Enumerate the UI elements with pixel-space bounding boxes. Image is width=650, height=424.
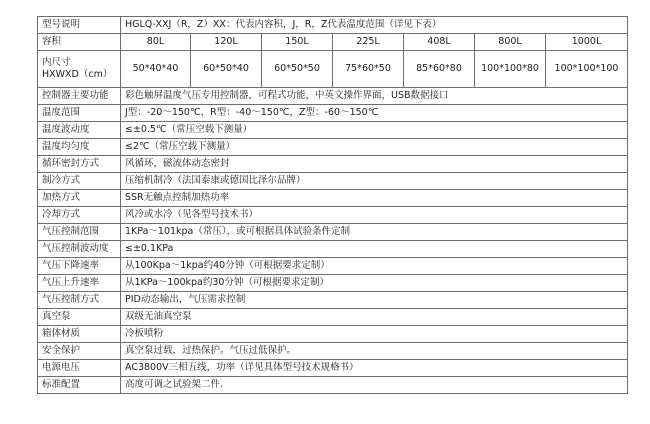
- volume-cell: 120L: [191, 34, 262, 51]
- row-circulation: [38, 156, 628, 173]
- row-value: PID动态输出，气压需求控制: [121, 292, 628, 309]
- row-label: 标准配置: [38, 377, 121, 394]
- row-power: [38, 360, 628, 377]
- row-label: 冷却方式: [38, 207, 121, 224]
- dimensions-label-line1: 内尺寸: [42, 57, 71, 68]
- dimension-cell: 100*100*100: [546, 51, 628, 88]
- row-label: 真空泵: [38, 309, 121, 326]
- dimension-cell: 85*60*80: [404, 51, 475, 88]
- row-value: 真空泵过载，过热保护。气压过低保护。: [121, 343, 628, 360]
- row-pressure-up: [38, 275, 628, 292]
- dimensions-label-line2: HXWXD（cm）: [42, 69, 113, 80]
- row-temp-uniform: [38, 139, 628, 156]
- row-heating: [38, 190, 628, 207]
- volume-cell: 225L: [333, 34, 404, 51]
- row-value: ≤2℃（常压空载下测量）: [121, 139, 628, 156]
- row-label: 气压上升速率: [38, 275, 121, 292]
- row-label: 容积: [38, 34, 121, 51]
- row-refrigeration: [38, 173, 628, 190]
- row-volume: [38, 34, 628, 51]
- row-temp-range: [38, 105, 628, 122]
- dimension-cell: 100*100*80: [475, 51, 546, 88]
- row-label: 气压控制波动度: [38, 241, 121, 258]
- row-value: 从100Kpa～1kpa约40分钟（可根据要求定制）: [121, 258, 628, 275]
- row-label: 气压控制范围: [38, 224, 121, 241]
- row-value: 双级无油真空泵: [121, 309, 628, 326]
- row-label: 制冷方式: [38, 173, 121, 190]
- row-value: ≤±0.5℃（常压空载下测量）: [121, 122, 628, 139]
- row-value: ≤±0.1KPa: [121, 241, 628, 258]
- row-material: [38, 326, 628, 343]
- row-safety: [38, 343, 628, 360]
- dimension-cell: 60*50*50: [262, 51, 333, 88]
- row-pressure-control: [38, 292, 628, 309]
- row-value: 彩色触屏温度气压专用控制器，可程式功能，中英文操作界面，USB数据接口: [121, 88, 628, 105]
- row-dimensions: [38, 51, 628, 88]
- row-value: HGLQ-XXJ（R，Z）XX：代表内容积，J，R，Z代表温度范围（详见下表）: [121, 17, 628, 34]
- row-standard: [38, 377, 628, 394]
- dimension-cell: 60*50*40: [191, 51, 262, 88]
- row-label: 气压控制方式: [38, 292, 121, 309]
- row-pressure-range: [38, 224, 628, 241]
- volume-cell: 408L: [404, 34, 475, 51]
- row-value: 风循环，磁流体动态密封: [121, 156, 628, 173]
- row-label: 循环密封方式: [38, 156, 121, 173]
- volume-cell: 80L: [121, 34, 191, 51]
- dimension-cell: 75*60*50: [333, 51, 404, 88]
- volume-cell: 150L: [262, 34, 333, 51]
- row-label: 温度均匀度: [38, 139, 121, 156]
- row-value: 从1KPa～100kpa约30分钟（可根据要求定制）: [121, 275, 628, 292]
- row-model: [38, 17, 628, 34]
- row-value: J型：-20～150℃，R型：-40～150℃，Z型：-60～150℃: [121, 105, 628, 122]
- row-label: 控制器主要功能: [38, 88, 121, 105]
- row-value: 风冷或水冷（见各型号技术书）: [121, 207, 628, 224]
- row-label: 箱体材质: [38, 326, 121, 343]
- row-pressure-down: [38, 258, 628, 275]
- row-label: 安全保护: [38, 343, 121, 360]
- row-label: [38, 51, 121, 88]
- row-label: 电源电压: [38, 360, 121, 377]
- row-value: AC3800V三相五线，功率（详见具体型号技术规格书）: [121, 360, 628, 377]
- dimension-cell: 50*40*40: [121, 51, 191, 88]
- row-cooling: [38, 207, 628, 224]
- volume-cell: 800L: [475, 34, 546, 51]
- row-value: 压缩机制冷（法国泰康或德国比泽尔品牌）: [121, 173, 628, 190]
- row-label: 气压下降速率: [38, 258, 121, 275]
- row-value: 高度可调之试验架二件.: [121, 377, 628, 394]
- row-value: 冷板喷粉: [121, 326, 628, 343]
- row-vacuum-pump: [38, 309, 628, 326]
- row-temp-fluct: [38, 122, 628, 139]
- row-value: 1KPa～101kpa（常压），或可根据具体试验条件定制: [121, 224, 628, 241]
- volume-cell: 1000L: [546, 34, 628, 51]
- row-value: SSR无触点控制加热功率: [121, 190, 628, 207]
- spec-table: [37, 16, 628, 394]
- row-pressure-fluct: [38, 241, 628, 258]
- row-label: 温度范围: [38, 105, 121, 122]
- row-label: 型号说明: [38, 17, 121, 34]
- row-label: 温度波动度: [38, 122, 121, 139]
- row-controller: [38, 88, 628, 105]
- row-label: 加热方式: [38, 190, 121, 207]
